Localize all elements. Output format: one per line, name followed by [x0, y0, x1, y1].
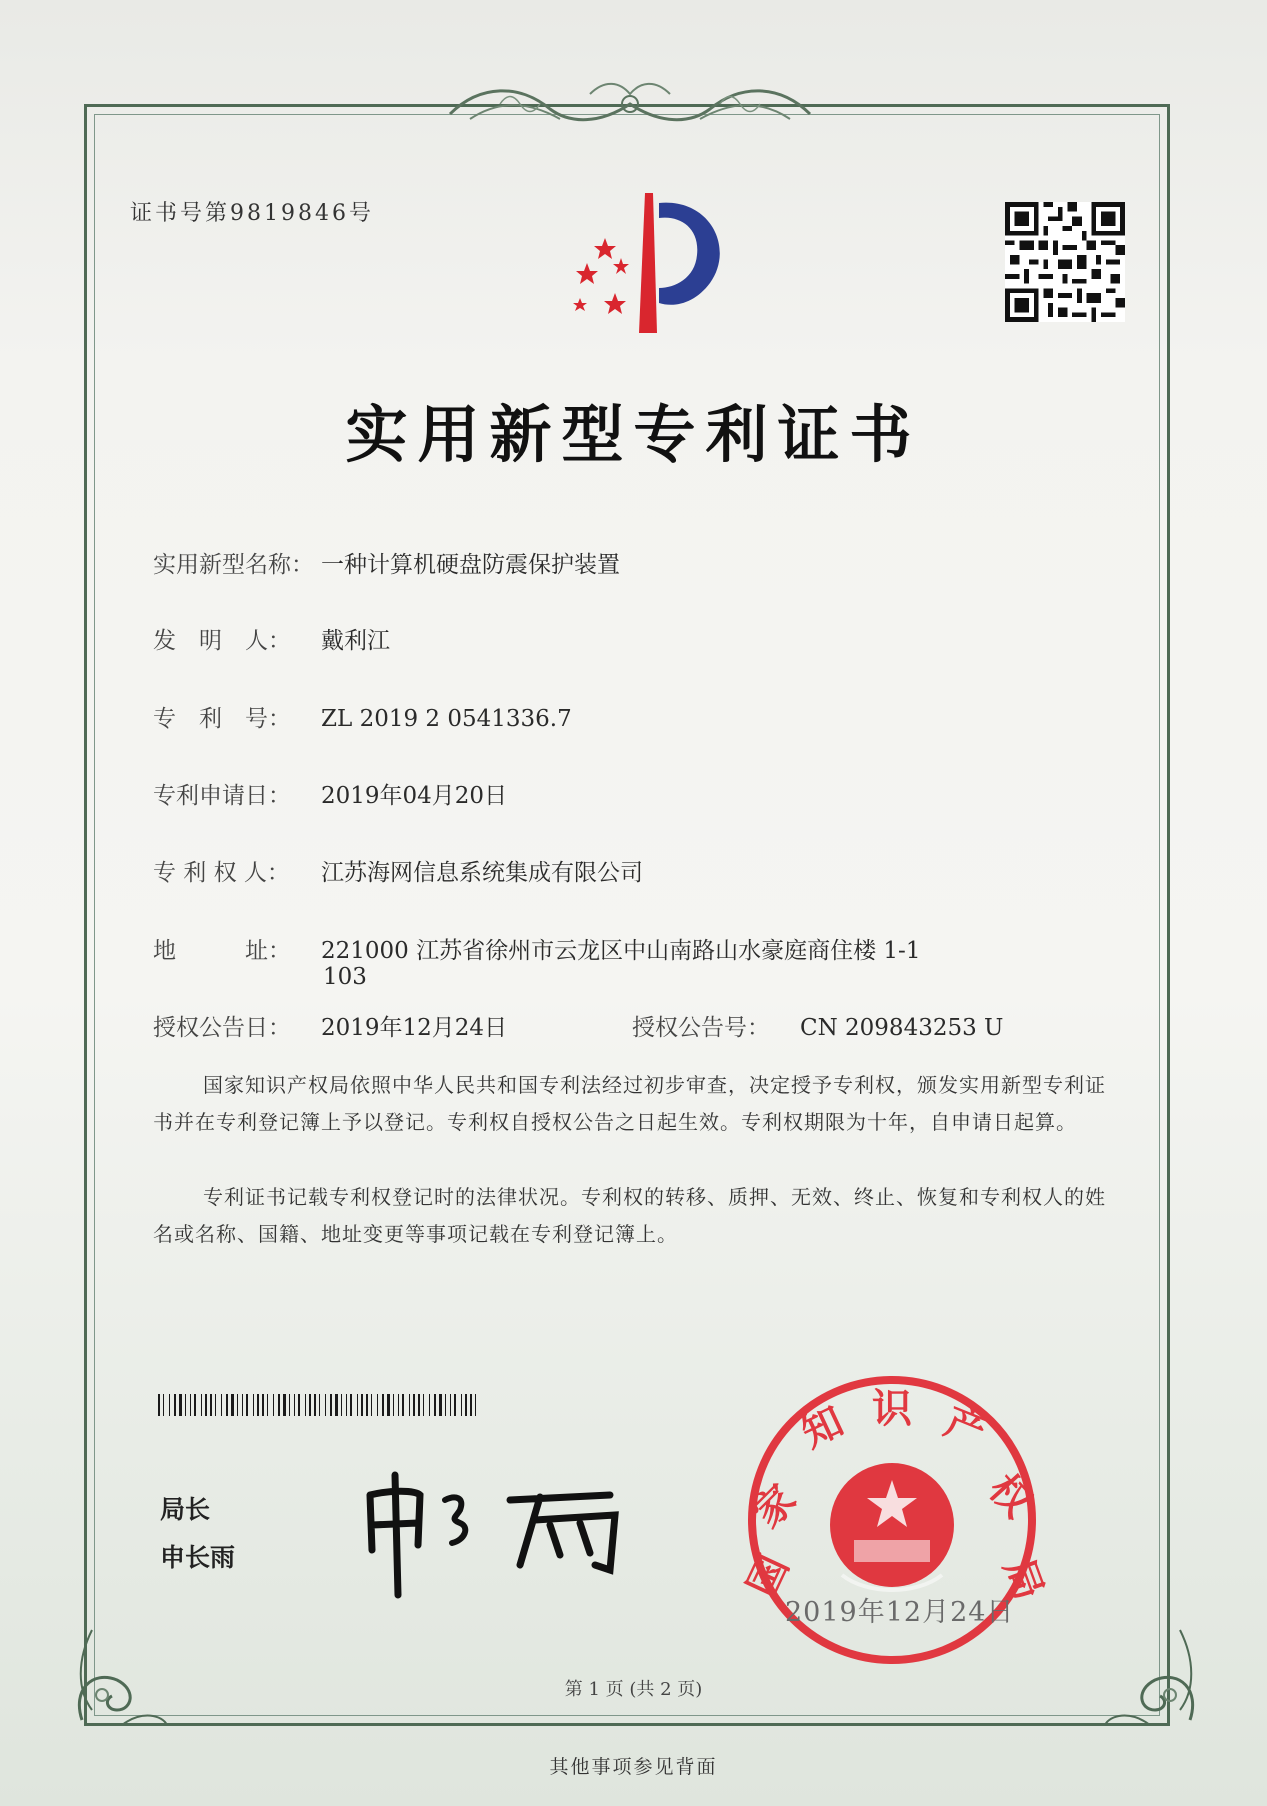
barcode-bar — [210, 1394, 212, 1416]
barcode-bar — [445, 1394, 446, 1416]
barcode-bar — [231, 1394, 234, 1416]
barcode-bar — [429, 1394, 430, 1416]
barcode-bar — [201, 1394, 202, 1416]
field-value: 一种计算机硬盘防震保护装置 — [321, 552, 620, 578]
field-address — [153, 932, 920, 965]
page-indicator: 第 1 页 (共 2 页) — [564, 1679, 703, 1700]
field-label: 专 利 权 人： — [153, 860, 290, 886]
field-grant-number — [632, 1009, 1003, 1042]
seal-char: 国 — [738, 1548, 798, 1605]
seal-char: 局 — [994, 1552, 1053, 1607]
field-label: 专利申请日： — [153, 783, 291, 809]
barcode-bar — [461, 1394, 462, 1416]
corner-ornament-right — [1100, 1610, 1210, 1730]
barcode-bar — [237, 1394, 238, 1416]
barcode-bar — [439, 1394, 442, 1416]
barcode-bar — [314, 1394, 316, 1416]
barcode-bar — [158, 1394, 160, 1416]
barcode-bar — [413, 1394, 415, 1416]
barcode-bar — [409, 1394, 410, 1416]
barcode-bar — [185, 1394, 186, 1416]
director-title: 局长 — [160, 1495, 211, 1524]
barcode-bar — [387, 1394, 390, 1416]
top-ornament — [440, 74, 820, 134]
field-value: 戴利江 — [321, 628, 390, 654]
barcode-bar — [475, 1394, 476, 1416]
legal-paragraph-1: 国家知识产权局依照中华人民共和国专利法经过初步审查，决定授予专利权，颁发实用新型专利证书并在专利登记簿上予以登记。专利权自授权公告之日起生效。专利权期限为十年，自申请日起算。 — [153, 1073, 1106, 1134]
field-application-date — [153, 777, 507, 810]
barcode-bar — [377, 1394, 378, 1416]
patent-office-logo — [535, 193, 725, 338]
barcode-bar — [325, 1394, 326, 1416]
field-grant-date — [153, 1009, 507, 1042]
field-value: 2019年12月24日 — [321, 1015, 508, 1041]
barcode-bar — [267, 1394, 268, 1416]
barcode-bar — [423, 1394, 424, 1416]
barcode-bar — [257, 1394, 259, 1416]
director-name: 申长雨 — [160, 1543, 236, 1572]
field-utility-model-name — [153, 546, 620, 579]
barcode-bar — [350, 1394, 352, 1416]
seal-char: 权 — [979, 1465, 1042, 1527]
field-label: 专 利 号： — [153, 706, 291, 732]
barcode-bar — [221, 1394, 222, 1416]
back-note: 其他事项参见背面 — [549, 1756, 718, 1778]
barcode-bar — [205, 1394, 207, 1416]
barcode-bar — [465, 1394, 467, 1416]
certificate-number: 证书号第9819846号 — [130, 201, 374, 226]
barcode-bar — [289, 1394, 290, 1416]
barcode-bar — [361, 1394, 363, 1416]
barcode-bar — [283, 1394, 286, 1416]
barcode-bar — [371, 1394, 372, 1416]
barcode-bar — [163, 1394, 164, 1416]
field-value: 2019年04月20日 — [321, 783, 508, 809]
field-value: 221000 江苏省徐州市云龙区中山南路山水豪庭商住楼 1-1 — [321, 938, 921, 964]
barcode-bar — [278, 1394, 280, 1416]
barcode-bar — [470, 1394, 472, 1416]
barcode-bar — [294, 1394, 295, 1416]
barcode-bar — [366, 1394, 368, 1416]
director-signature — [360, 1455, 660, 1605]
barcode-bar — [298, 1394, 300, 1416]
barcode-bar — [382, 1394, 384, 1416]
barcode-bar — [309, 1394, 311, 1416]
corner-ornament-left — [62, 1610, 172, 1730]
barcode-bar — [418, 1394, 420, 1416]
barcode-bar — [357, 1394, 358, 1416]
field-value: ZL 2019 2 0541336.7 — [321, 706, 572, 732]
barcode-bar — [179, 1394, 182, 1416]
barcode-bar — [305, 1394, 306, 1416]
field-value: 江苏海网信息系统集成有限公司 — [321, 860, 643, 886]
field-label: 授权公告号： — [632, 1015, 770, 1041]
barcode-bar — [242, 1394, 243, 1416]
barcode-bar — [341, 1394, 342, 1416]
barcode-bar — [262, 1394, 264, 1416]
field-label: 实用新型名称： — [153, 552, 314, 578]
field-address-line2: 103 — [323, 964, 367, 990]
field-inventor — [153, 622, 390, 655]
seal-date: 2019年12月24日 — [785, 1597, 1015, 1628]
barcode-bar — [434, 1394, 436, 1416]
barcode-bar — [246, 1394, 248, 1416]
field-label: 发 明 人： — [153, 628, 291, 654]
barcode-bar — [450, 1394, 451, 1416]
field-patentee — [153, 854, 643, 887]
barcode-bar — [253, 1394, 254, 1416]
barcode-bar — [393, 1394, 394, 1416]
qr-code[interactable] — [1005, 202, 1125, 322]
barcode-bar — [194, 1394, 196, 1416]
field-patent-number — [153, 700, 572, 733]
barcode-bar — [335, 1394, 338, 1416]
seal-char: 家 — [743, 1475, 806, 1538]
barcode-bar — [174, 1394, 176, 1416]
legal-paragraph-2: 专利证书记载专利权登记时的法律状况。专利权的转移、质押、无效、终止、恢复和专利权人的姓名或名称、国籍、地址变更等事项记载在专利登记簿上。 — [153, 1185, 1106, 1246]
barcode-bar — [226, 1394, 228, 1416]
certificate-title: 实用新型专利证书 — [345, 398, 922, 471]
barcode — [158, 1394, 480, 1416]
field-value: CN 209843253 U — [800, 1015, 1004, 1041]
barcode-bar — [330, 1394, 332, 1416]
barcode-bar — [454, 1394, 456, 1416]
field-label: 授权公告日： — [153, 1015, 291, 1041]
barcode-bar — [190, 1394, 191, 1416]
barcode-bar — [169, 1394, 170, 1416]
field-label: 地 址： — [153, 938, 291, 964]
seal-char: 识 — [872, 1385, 912, 1432]
barcode-bar — [346, 1394, 347, 1416]
barcode-bar — [402, 1394, 404, 1416]
seal-char: 知 — [794, 1397, 851, 1458]
barcode-bar — [273, 1394, 274, 1416]
barcode-bar — [215, 1394, 216, 1416]
barcode-bar — [398, 1394, 399, 1416]
seal-char: 产 — [938, 1397, 993, 1457]
barcode-bar — [319, 1394, 320, 1416]
